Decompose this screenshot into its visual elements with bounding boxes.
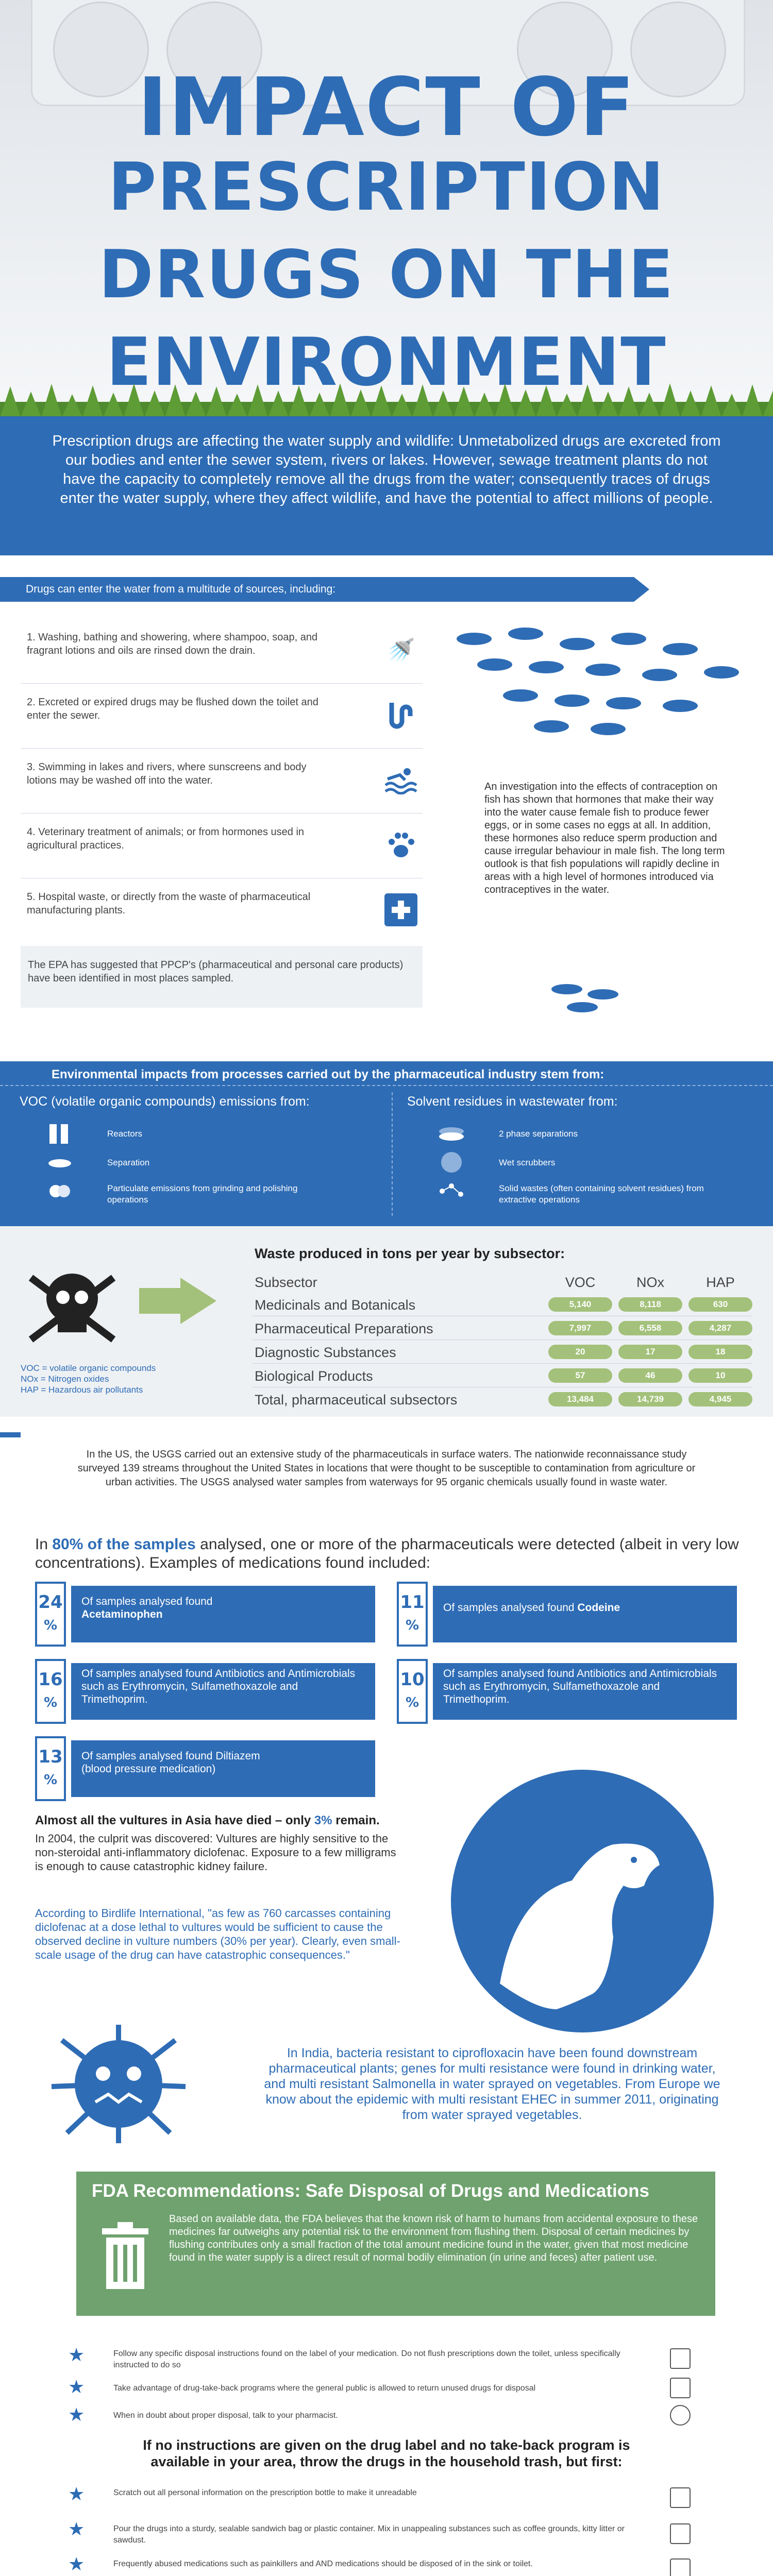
- sample-text: Of samples analysed found: [81, 1596, 213, 1607]
- sample-text: Of samples analysed found Diltiazem: [81, 1750, 260, 1762]
- nox-value: 17: [618, 1345, 682, 1359]
- accent-bar: [0, 1432, 21, 1437]
- wet-scrubber-icon: [437, 1150, 466, 1175]
- page-title-line-2: PRESCRIPTION: [108, 149, 665, 226]
- voc-value: 57: [548, 1368, 612, 1383]
- separation-icon: [47, 1150, 76, 1175]
- fda-step: When in doubt about proper disposal, talk to your pharmacist.: [113, 2411, 338, 2420]
- fda-mid-heading: If no instructions are given on the drug label and no take-back program is available in your area, throw the drugs in the household trash, but first:: [143, 2437, 630, 2469]
- samples-rest: analysed, one or more of the pharmaceuticals were detected (albeit in very low concentrations). Examples of medications found included:: [35, 1536, 739, 1571]
- percent-sign: %: [43, 1618, 58, 1633]
- sample-card-body: [71, 1586, 375, 1642]
- sample-card-body: [71, 1663, 375, 1720]
- samples-prefix: In: [35, 1536, 53, 1553]
- fda-section: [76, 2172, 715, 2316]
- pipe-icon: [384, 699, 417, 732]
- environmental-section: [0, 1061, 773, 1226]
- nox-value: 8,118: [618, 1297, 682, 1312]
- sample-card-body: [433, 1663, 737, 1720]
- grass-strip: [0, 381, 773, 417]
- hap-value: 10: [688, 1368, 752, 1383]
- vulture-headline: [35, 1814, 406, 1828]
- arrow-head-icon: [180, 1278, 216, 1324]
- table-row: [253, 1316, 752, 1340]
- fda-step: Pour the drugs into a sturdy, sealable sandwich bag or plastic container. Mix in unappealing substances such as coffee grounds, kitty litter or sawdust.: [113, 2524, 625, 2545]
- percent-number: 10: [400, 1669, 425, 1690]
- waste-header-row: [253, 1273, 752, 1291]
- pharmacist-icon: [670, 2405, 691, 2426]
- percent-number: 13: [38, 1747, 63, 1767]
- swimmer-icon: [384, 764, 417, 796]
- pharmacy-icon: [670, 2378, 691, 2398]
- solvent-header: Solvent residues in wastewater from:: [407, 1094, 618, 1109]
- pill-icon: [670, 2558, 691, 2576]
- star-icon: ★: [68, 2553, 85, 2574]
- sample-card: [35, 1582, 375, 1643]
- table-row: [253, 1292, 752, 1316]
- voc-item: Separation: [107, 1158, 150, 1167]
- percent-number: 24: [38, 1592, 63, 1613]
- nox-value: 6,558: [618, 1321, 682, 1335]
- molecule-icon: [437, 1179, 466, 1204]
- sample-drug: Acetaminophen: [81, 1608, 163, 1620]
- table-row: [253, 1340, 752, 1364]
- subsector-name: Pharmaceutical Preparations: [255, 1321, 433, 1336]
- vulture-headline-a: Almost all the vultures in Asia have died – only: [35, 1814, 314, 1827]
- col-voc: VOC: [565, 1275, 596, 1290]
- container-icon: [670, 2523, 691, 2544]
- star-icon: ★: [68, 2518, 85, 2539]
- voc-item: Reactors: [107, 1129, 143, 1139]
- subsector-name: Biological Products: [255, 1368, 373, 1384]
- source-item-text: 1. Washing, bathing and showering, where shampoo, soap, and fragrant lotions and oils are rinsed down the drain.: [27, 632, 318, 656]
- source-item-2: [21, 683, 423, 749]
- hospital-cross-icon: [384, 893, 417, 926]
- voc-value: 7,997: [548, 1321, 612, 1335]
- intro-text: Prescription drugs are affecting the water supply and wildlife: Unmetabolized drugs are excreted from our bodies and enter the sewer system, rivers or lakes. However, sewage treatment plants do not have the capacity to completely remove all the drugs from the water; consequently traces of drugs enter the water supply, where they affect wildlife, and have the potential to affect millions of people.: [52, 433, 721, 506]
- percent-number: 16: [38, 1669, 63, 1690]
- percent-number: 11: [400, 1592, 425, 1613]
- sample-text: Of samples analysed found Antibiotics and Antimicrobials such as Erythromycin, Sulfamethoxazole and Trimethoprim.: [443, 1668, 717, 1705]
- star-icon: ★: [68, 2376, 85, 2397]
- legend-line: NOx = Nitrogen oxides: [21, 1374, 109, 1384]
- source-item-4: [21, 813, 423, 878]
- star-icon: ★: [68, 2483, 85, 2504]
- sample-card-body: [71, 1740, 375, 1797]
- solvent-item: Wet scrubbers: [499, 1158, 556, 1167]
- subsector-name: Medicinals and Botanicals: [255, 1297, 416, 1313]
- sample-text: Of samples analysed found: [443, 1602, 575, 1614]
- sources-header-arrow: [634, 577, 649, 602]
- percent-sign: %: [405, 1618, 419, 1633]
- legend-line: HAP = Hazardous air pollutants: [21, 1385, 143, 1395]
- phase-separation-icon: [437, 1121, 466, 1146]
- voc-value: 20: [548, 1345, 612, 1359]
- percent-badge: [35, 1736, 66, 1801]
- percent-badge: [397, 1659, 428, 1724]
- sample-card-body: [433, 1586, 737, 1642]
- fda-step: Frequently abused medications such as painkillers and AND medications should be disposed of in the sink or toilet.: [113, 2560, 533, 2568]
- trash-bin-icon: [97, 2218, 154, 2295]
- vulture-body: In 2004, the culprit was discovered: Vultures are highly sensitive to the non-steroidal anti-inflammatory diclofenac. Exposure to a few milligrams is enough to cause catastrophic kidney failure.: [35, 1832, 396, 1873]
- fda-header: FDA Recommendations: Safe Disposal of Drugs and Medications: [92, 2181, 649, 2201]
- waste-legend: [21, 1363, 156, 1395]
- source-item-5: [21, 878, 423, 943]
- col-subsector: Subsector: [255, 1275, 317, 1290]
- solvent-item: 2 phase separations: [499, 1129, 578, 1139]
- fda-step: Follow any specific disposal instructions found on the label of your medication. Do not flush prescriptions down the toilet, unless specifically instructed to do so: [113, 2349, 620, 2369]
- page-title-line-4: ENVIRONMENT: [106, 324, 667, 401]
- sample-text: Of samples analysed found Antibiotics and Antimicrobials such as Erythromycin, Sulfamethoxazole and Trimethoprim.: [81, 1668, 356, 1705]
- epa-note-text: The EPA has suggested that PPCP's (pharmaceutical and personal care products) have been identified in most places sampled.: [28, 959, 404, 984]
- arrow-icon: [139, 1288, 180, 1314]
- fish-study-text: An investigation into the effects of contraception on fish has shown that hormones that make their way into the water cause female fish to produce fewer eggs, or in some cases no eggs at all. In addition, these hormones also reduce sperm production and cause irregular behaviour in male fish. The long term outlook is that fish populations will rapidly decline in areas with a high level of hormones introduced via contraceptives in the water.: [484, 781, 725, 895]
- hap-value: 18: [688, 1345, 752, 1359]
- voc-item: Particulate emissions from grinding and polishing operations: [107, 1183, 298, 1205]
- divider: [392, 1092, 393, 1216]
- particulate-icon: [47, 1179, 76, 1204]
- epa-note: [21, 946, 423, 1008]
- percent-sign: %: [43, 1695, 58, 1710]
- col-nox: NOx: [636, 1275, 664, 1290]
- intro-band: [0, 416, 773, 555]
- percent-sign: %: [405, 1695, 419, 1710]
- solvent-item: Solid wastes (often containing solvent residues) from extractive operations: [499, 1183, 704, 1205]
- vulture-headline-b: remain.: [332, 1814, 380, 1827]
- sample-card: [397, 1659, 737, 1721]
- star-icon: ★: [68, 2344, 85, 2365]
- vulture-quote: According to Birdlife International, "as few as 760 carcasses containing diclofenac at a dose lethal to vultures would be sufficient to cause the observed decline in vulture numbers (30% per year). Clearly, even small-scale usage of the drug can have catastrophic consequences.": [35, 1907, 400, 1961]
- sample-card: [35, 1659, 375, 1721]
- prescription-bottle-icon: [670, 2487, 691, 2508]
- bacteria-text: In India, bacteria resistant to ciprofloxacin have been found downstream pharmaceutical plants; genes for multi resistance were found in drinking water, and multi resistant Salmonella in water sprayed on vegetables. From Europe we know about the epidemic with multi resistant EHEC in summer 2011, originating from water sprayed vegetables.: [264, 2046, 720, 2122]
- col-hap: HAP: [706, 1275, 735, 1290]
- percent-sign: %: [43, 1772, 58, 1788]
- fish-school-image: [443, 618, 763, 742]
- divider: [0, 1085, 773, 1086]
- samples-percent: 80% of the samples: [52, 1536, 196, 1553]
- source-item-3: [21, 748, 423, 814]
- subsector-name: Total, pharmaceutical subsectors: [255, 1392, 458, 1408]
- voc-value: 13,484: [548, 1392, 612, 1406]
- sample-drug: (blood pressure medication): [81, 1763, 216, 1775]
- samples-intro: [35, 1535, 741, 1572]
- skull-crossbones-icon: [21, 1262, 124, 1350]
- sample-drug: Codeine: [577, 1602, 620, 1614]
- sample-card: [35, 1736, 375, 1798]
- source-item-text: 3. Swimming in lakes and rivers, where sunscreens and body lotions may be washed off into the water.: [27, 761, 307, 786]
- percent-badge: [35, 1582, 66, 1647]
- page-title-line-1: IMPACT OF: [137, 60, 636, 154]
- usgs-text: In the US, the USGS carried out an extensive study of the pharmaceuticals in surface waters. The nationwide reconnaissance study surveyed 139 streams throughout the United States in locations that were thought to be susceptible to contamination from agriculture or urban activities. The USGS analysed water samples from waterways for 95 organic chemicals usually found in waste water.: [77, 1449, 696, 1488]
- percent-badge: [35, 1659, 66, 1724]
- voc-value: 5,140: [548, 1297, 612, 1312]
- sample-card: [397, 1582, 737, 1643]
- table-row: [253, 1363, 752, 1387]
- shower-icon: 🚿: [384, 634, 417, 667]
- voc-header: VOC (volatile organic compounds) emissions from:: [20, 1094, 310, 1109]
- hap-value: 4,945: [688, 1392, 752, 1406]
- environmental-header: Environmental impacts from processes carried out by the pharmaceutical industry stem from:: [52, 1067, 604, 1081]
- nox-value: 46: [618, 1368, 682, 1383]
- legend-line: VOC = volatile organic compounds: [21, 1363, 156, 1373]
- bacteria-icon: [41, 2025, 196, 2143]
- star-icon: ★: [68, 2404, 85, 2425]
- source-item-text: 5. Hospital waste, or directly from the waste of pharmaceutical manufacturing plants.: [27, 891, 311, 916]
- fda-step: Take advantage of drug-take-back programs where the general public is allowed to return unused drugs for disposal: [113, 2384, 536, 2393]
- source-item-1: [21, 618, 423, 684]
- percent-badge: [397, 1582, 428, 1647]
- source-item-text: 2. Excreted or expired drugs may be flushed down the toilet and enter the sewer.: [27, 697, 318, 721]
- reactor-icon: [47, 1121, 76, 1146]
- subsector-name: Diagnostic Substances: [255, 1345, 396, 1360]
- hap-value: 4,287: [688, 1321, 752, 1335]
- small-fish-image: [541, 979, 644, 1020]
- table-row-total: [253, 1387, 752, 1411]
- waste-title: Waste produced in tons per year by subsector:: [255, 1246, 565, 1261]
- paw-icon: [384, 828, 417, 861]
- vulture-image: [438, 1767, 727, 2035]
- vulture-headline-pct: 3%: [314, 1814, 332, 1827]
- nox-value: 14,739: [618, 1392, 682, 1406]
- fda-body: Based on available data, the FDA believes that the known risk of harm to humans from accidental exposure to these medicines far outweighs any potential risk to the environment from flushing them. Disposal of certain medicines by flushing contributes only a small fraction of the total amount medicine found in the water, given that most medicine found in the water supply is a direct result of normal bodily elimination (in urine and feces) after patient use.: [169, 2213, 698, 2263]
- bottle-icon: [670, 2348, 691, 2369]
- sources-header-text: Drugs can enter the water from a multitude of sources, including:: [26, 583, 336, 595]
- fda-step: Scratch out all personal information on the prescription bottle to make it unreadable: [113, 2488, 417, 2497]
- sources-header: [0, 577, 634, 602]
- hap-value: 630: [688, 1297, 752, 1312]
- source-item-text: 4. Veterinary treatment of animals; or from hormones used in agricultural practices.: [27, 826, 305, 851]
- page-title-line-3: DRUGS ON THE: [98, 236, 675, 313]
